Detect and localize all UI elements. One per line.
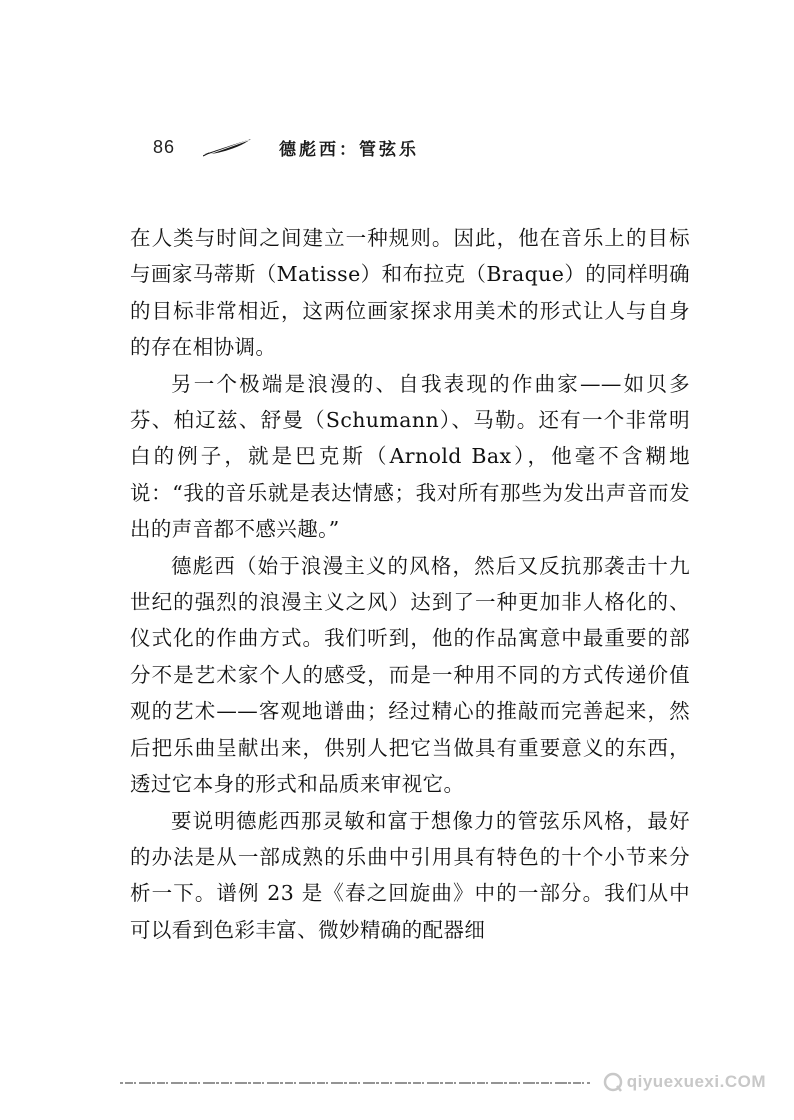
paragraph-1: 在人类与时间之间建立一种规则。因此，他在音乐上的目标与画家马蒂斯（Matisse）和布拉克（Braque）的同样明确的目标非常相近，这两位画家探求用美术的形式让人与自身的存在相协调。	[130, 226, 690, 360]
paragraph-4: 要说明德彪西那灵敏和富于想像力的管弦乐风格，最好的办法是从一部成熟的乐曲中引用具有特色的十个小节来分析一下。谱例 23 是《春之回旋曲》中的一部分。我们从中可以看到色彩丰富、微妙精确的配器细	[130, 808, 690, 942]
watermark-text: qiyuexuexi.COM	[626, 1072, 766, 1091]
feather-quill-icon	[203, 136, 253, 158]
footer-rule	[120, 1082, 590, 1084]
page-header	[153, 132, 419, 162]
paragraph-2: 另一个极端是浪漫的、自我表现的作曲家——如贝多芬、柏辽兹、舒曼（Schumann）、马勒。还有一个非常明白的例子，就是巴克斯（Arnold Bax），他毫不含糊地说：“我的音乐就是表达情感；我对所有那些为发出声音而发出的声音都不感兴趣。”	[130, 371, 690, 542]
watermark	[603, 1072, 766, 1092]
paragraph-3: 德彪西（始于浪漫主义的风格，然后又反抗那袭击十九世纪的强烈的浪漫主义之风）达到了一种更加非人格化的、仪式化的作曲方式。我们听到，他的作品寓意中最重要的部分不是艺术家个人的感受，而是一种用不同的方式传递价值观的艺术——客观地谱曲；经过精心的推敲而完善起来，然后把乐曲呈献出来，供别人把它当做具有重要意义的东西，透过它本身的形式和品质来审视它。	[130, 553, 690, 797]
body-text	[130, 220, 690, 948]
running-title: 德彪西：管弦乐	[279, 139, 420, 160]
page-number: 86	[153, 136, 176, 157]
qiyue-logo-icon	[603, 1072, 623, 1092]
